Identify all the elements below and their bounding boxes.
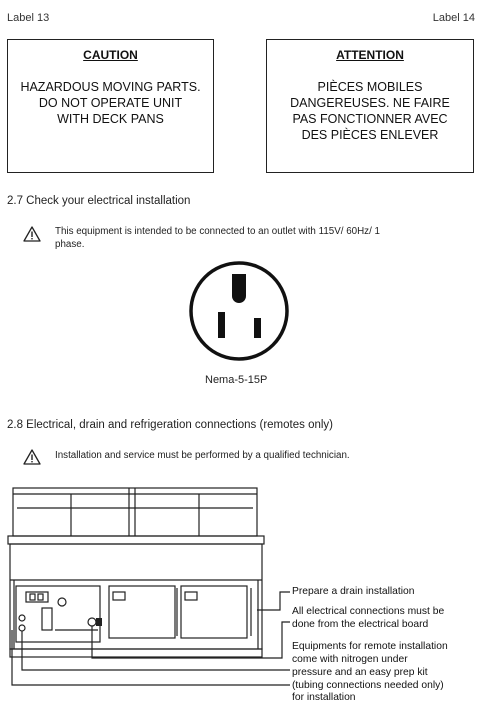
callout-remote-line2: come with nitrogen under xyxy=(292,654,408,665)
section-27-note-line1: This equipment is intended to be connected to an outlet with 115V/ 60Hz/ 1 xyxy=(55,226,380,237)
attention-body: PIÈCES MOBILES DANGEREUSES. NE FAIRE PAS FONCTIONNER AVEC DES PIÈCES ENLEVER xyxy=(290,80,450,142)
warning-triangle-icon xyxy=(23,449,41,465)
display-case-diagram xyxy=(0,480,295,700)
section-28-heading: 2.8 Electrical, drain and refrigeration connections (remotes only) xyxy=(7,419,333,431)
warning-triangle-icon xyxy=(23,226,41,242)
attention-title: ATTENTION xyxy=(336,48,404,62)
callout-electrical-line1: All electrical connections must be xyxy=(292,606,445,617)
callout-drain: Prepare a drain installation xyxy=(292,586,415,597)
label-right: Label 14 xyxy=(432,12,475,24)
caution-label-box xyxy=(7,39,214,173)
plug-caption: Nema-5-15P xyxy=(205,374,268,386)
callout-remote-line3: pressure and an easy prep kit xyxy=(292,667,428,678)
attention-label-box xyxy=(266,39,474,173)
section-28-note: Installation and service must be performed by a qualified technician. xyxy=(55,450,350,461)
section-27-heading: 2.7 Check your electrical installation xyxy=(7,195,191,207)
callout-electrical-line2: done from the electrical board xyxy=(292,619,429,630)
caution-title: CAUTION xyxy=(83,48,138,62)
section-27-note-line2: phase. xyxy=(55,239,85,250)
caution-body: HAZARDOUS MOVING PARTS. DO NOT OPERATE UNIT WITH DECK PANS xyxy=(20,80,201,126)
callout-remote-line1: Equipments for remote installation xyxy=(292,641,448,652)
callout-remote-line4: (tubing connections needed only) xyxy=(292,680,444,691)
label-left: Label 13 xyxy=(7,12,50,24)
callout-remote-line5: for installation xyxy=(292,692,356,703)
nema-plug-icon xyxy=(188,260,290,362)
